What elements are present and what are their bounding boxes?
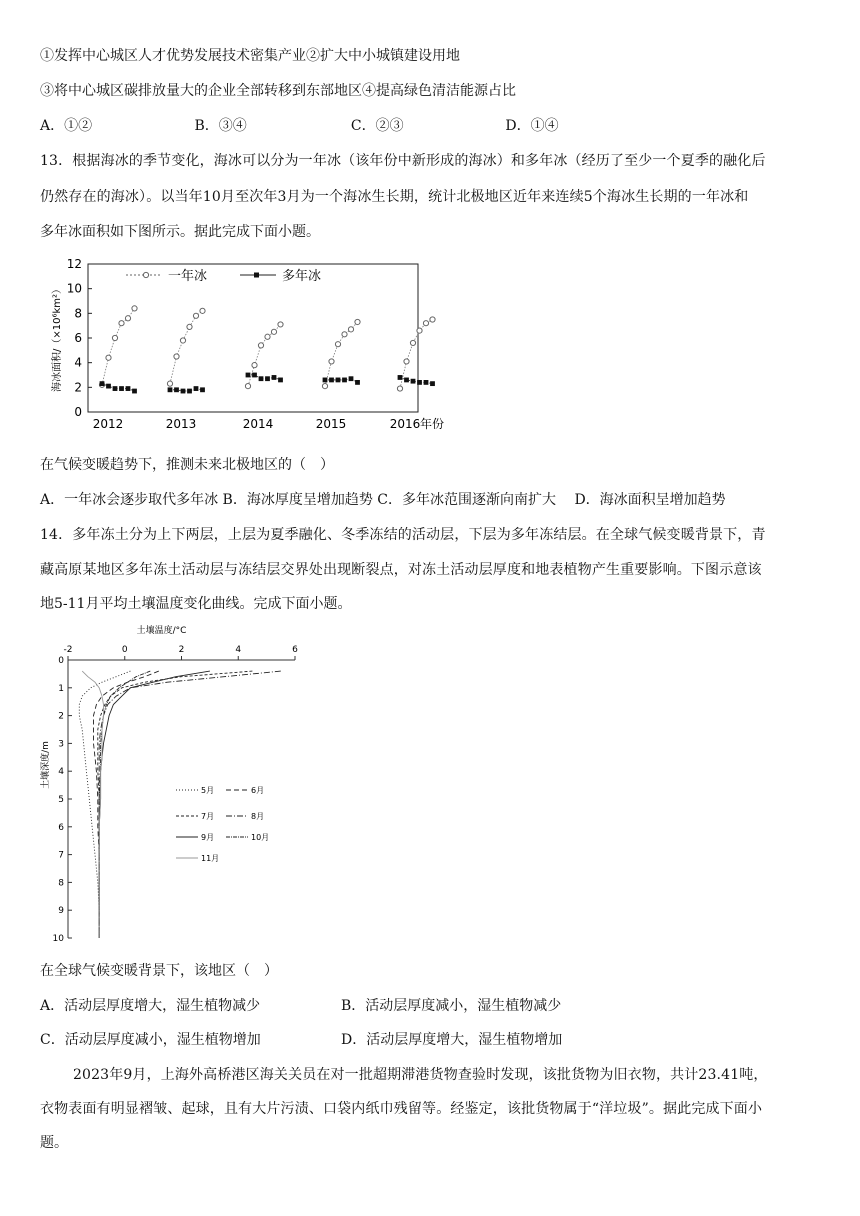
x-tick-label: 2012 bbox=[92, 417, 124, 431]
q14-stem-line-2: 藏高原某地区多年冻土活动层与冻结层交界处出现断裂点，对冻土活动层厚度和地表植物产生重要影响。下图示意该 bbox=[40, 562, 762, 578]
x-tick-label: 2013 bbox=[165, 417, 197, 431]
first-year-ice-point bbox=[180, 338, 185, 343]
first-year-ice-point bbox=[174, 354, 179, 359]
q12-choices bbox=[40, 116, 559, 136]
multi-year-ice-point bbox=[424, 380, 429, 385]
soil-temp-curve-10月 bbox=[99, 671, 150, 938]
first-year-ice-point bbox=[265, 334, 270, 339]
multi-year-ice-point bbox=[430, 381, 435, 386]
legend-label: 6月 bbox=[251, 786, 265, 795]
q14-stem-line-1: 14．多年冻土分为上下两层，上层为夏季融化、冬季冻结的活动层，下层为多年冻结层。在全球气候变暖背景下，青 bbox=[40, 527, 766, 543]
first-year-ice-point bbox=[342, 332, 347, 337]
first-year-ice-point bbox=[430, 317, 435, 322]
soil-temp-curve-11月 bbox=[82, 671, 103, 938]
x-tick-label: -2 bbox=[63, 645, 73, 655]
soil-temp-curve-9月 bbox=[99, 671, 210, 938]
y-tick-label: 9 bbox=[58, 906, 64, 917]
first-year-ice-point bbox=[200, 308, 205, 313]
first-year-ice-point bbox=[258, 343, 263, 348]
multi-year-ice-point bbox=[100, 381, 105, 386]
y-axis-label: 海冰面积/（×10⁶km²） bbox=[52, 283, 63, 393]
legend-label: 9月 bbox=[201, 833, 215, 842]
x-tick-label: 2014 bbox=[242, 417, 274, 431]
multi-year-ice-point bbox=[398, 375, 403, 380]
multi-year-ice-point bbox=[272, 375, 277, 380]
multi-year-ice-point bbox=[259, 376, 264, 381]
multi-year-ice-point bbox=[404, 378, 409, 383]
multi-year-ice-point bbox=[323, 378, 328, 383]
y-tick-label: 8 bbox=[74, 306, 82, 321]
first-year-ice-point bbox=[193, 313, 198, 318]
first-year-ice-point bbox=[125, 316, 130, 321]
q13-stem-line-2: 仍然存在的海冰）。以当年10月至次年3月为一个海冰生长期，统计北极地区近年来连续5个海冰生长期的一年冰和 bbox=[40, 189, 749, 205]
q12-option-line-1: ①发挥中心城区人才优势发展技术密集产业②扩大中小城镇建设用地 bbox=[40, 48, 460, 64]
legend-label: 10月 bbox=[251, 833, 270, 842]
multi-year-ice-point bbox=[329, 378, 334, 383]
multi-year-ice-point bbox=[126, 386, 131, 391]
first-year-ice-point bbox=[119, 321, 124, 326]
multi-year-ice-point bbox=[106, 384, 111, 389]
first-year-ice-point bbox=[329, 359, 334, 364]
multi-year-ice-point bbox=[252, 373, 257, 378]
multi-year-ice-point bbox=[187, 389, 192, 394]
multi-year-ice-point bbox=[174, 387, 179, 392]
first-year-ice-point bbox=[355, 319, 360, 324]
multi-year-ice-point bbox=[194, 386, 199, 391]
first-year-ice-point bbox=[417, 328, 422, 333]
q12-choice-a: A．①② bbox=[40, 118, 93, 134]
x-axis-label: 年份 bbox=[420, 417, 445, 431]
multi-year-ice-point bbox=[181, 389, 186, 394]
y-tick-label: 3 bbox=[58, 739, 64, 750]
q13-question: 在气候变暖趋势下，推测未来北极地区的（ ） bbox=[40, 457, 334, 473]
q14-choice-b: B．活动层厚度减小，湿生植物减少 bbox=[341, 998, 562, 1014]
x-tick-label: 2015 bbox=[315, 417, 347, 431]
x-tick-label: 0 bbox=[121, 645, 128, 655]
y-tick-label: 7 bbox=[58, 850, 64, 861]
q13-stem-line-3: 多年冰面积如下图所示。据此完成下面小题。 bbox=[40, 224, 320, 240]
passage-line-2: 衣物表面有明显褶皱、起球，且有大片污渍、口袋内纸巾残留等。经鉴定，该批货物属于“洋垃圾”。据此完成下面小 bbox=[40, 1101, 763, 1117]
first-year-ice-point bbox=[348, 327, 353, 332]
first-year-ice-point bbox=[187, 324, 192, 329]
y-tick-label: 0 bbox=[74, 405, 82, 419]
y-tick-label: 5 bbox=[58, 795, 64, 805]
y-tick-label: 6 bbox=[58, 822, 64, 833]
legend-label: 11月 bbox=[201, 854, 220, 863]
y-axis-label: 土壤深度/m bbox=[41, 741, 51, 789]
q12-choice-c: C．②③ bbox=[350, 118, 404, 134]
first-year-ice-point bbox=[106, 355, 111, 360]
first-year-ice-point bbox=[397, 386, 402, 391]
multi-year-ice-point bbox=[355, 380, 360, 385]
legend-label: 5月 bbox=[201, 786, 215, 795]
legend-first-year-marker bbox=[143, 272, 148, 277]
first-year-ice-point bbox=[410, 340, 415, 345]
first-year-ice-point bbox=[423, 321, 428, 326]
multi-year-ice-point bbox=[132, 389, 137, 394]
q12-choice-d: D．①④ bbox=[505, 118, 559, 134]
y-tick-label: 4 bbox=[74, 355, 82, 370]
q14-stem-line-3: 地5-11月平均土壤温度变化曲线。完成下面小题。 bbox=[40, 596, 352, 612]
legend-multi-year-label: 多年冰 bbox=[282, 269, 322, 284]
first-year-ice-line bbox=[170, 311, 203, 384]
y-tick-label: 8 bbox=[58, 878, 64, 889]
y-tick-label: 0 bbox=[58, 656, 64, 666]
legend-label: 7月 bbox=[201, 812, 215, 821]
x-tick-label: 2 bbox=[178, 645, 185, 655]
first-year-ice-point bbox=[245, 384, 250, 389]
multi-year-ice-point bbox=[246, 373, 251, 378]
multi-year-ice-point bbox=[342, 378, 347, 383]
first-year-ice-point bbox=[132, 306, 137, 311]
y-tick-label: 2 bbox=[58, 711, 64, 722]
soil-temperature-chart bbox=[36, 618, 316, 946]
y-tick-label: 10 bbox=[66, 281, 82, 296]
y-tick-label: 6 bbox=[74, 331, 82, 345]
multi-year-ice-point bbox=[349, 376, 354, 381]
y-tick-label: 4 bbox=[58, 767, 64, 778]
multi-year-ice-point bbox=[200, 387, 205, 392]
multi-year-ice-point bbox=[411, 379, 416, 384]
passage-line-3: 题。 bbox=[40, 1135, 68, 1151]
first-year-ice-point bbox=[271, 329, 276, 334]
y-tick-label: 2 bbox=[74, 380, 82, 395]
q14-choice-a: A．活动层厚度增大，湿生植物减少 bbox=[40, 998, 261, 1014]
q14-choice-c: C．活动层厚度减小，湿生植物增加 bbox=[40, 1032, 261, 1048]
y-tick-label: 12 bbox=[66, 257, 82, 271]
y-tick-label: 10 bbox=[52, 934, 64, 944]
q14-choice-d: D．活动层厚度增大，湿生植物增加 bbox=[341, 1032, 563, 1048]
multi-year-ice-point bbox=[417, 380, 422, 385]
plot-frame bbox=[88, 264, 418, 412]
q13-stem-line-1: 13．根据海冰的季节变化，海冰可以分为一年冰（该年份中新形成的海冰）和多年冰（经历了至少一个夏季的融化后 bbox=[40, 153, 766, 169]
multi-year-ice-point bbox=[119, 386, 124, 391]
x-tick-label: 2016 bbox=[389, 417, 421, 431]
soil-temp-curve-8月 bbox=[99, 671, 281, 938]
first-year-ice-point bbox=[167, 381, 172, 386]
first-year-ice-point bbox=[335, 342, 340, 347]
legend-label: 8月 bbox=[251, 812, 265, 821]
passage-line-1: 2023年9月，上海外高桥港区海关关员在对一批超期滞港货物查验时发现，该批货物为旧衣物，共计23.41吨， bbox=[73, 1067, 768, 1083]
q14-question: 在全球气候变暖背景下，该地区（ ） bbox=[40, 963, 278, 979]
first-year-ice-point bbox=[252, 363, 257, 368]
multi-year-ice-point bbox=[265, 376, 270, 381]
first-year-ice-point bbox=[322, 384, 327, 389]
soil-temp-curve-7月 bbox=[98, 671, 253, 938]
first-year-ice-point bbox=[278, 322, 283, 327]
legend-multi-year-marker bbox=[254, 273, 259, 278]
multi-year-ice-point bbox=[113, 386, 118, 391]
q12-choice-b: B．③④ bbox=[194, 118, 247, 134]
first-year-ice-point bbox=[404, 359, 409, 364]
q12-option-line-2: ③将中心城区碳排放量大的企业全部转移到东部地区④提高绿色清洁能源占比 bbox=[40, 83, 516, 99]
legend-first-year-label: 一年冰 bbox=[168, 269, 208, 284]
x-axis-label: 土壤温度/°C bbox=[136, 626, 187, 636]
multi-year-ice-point bbox=[278, 378, 283, 383]
first-year-ice-point bbox=[112, 335, 117, 340]
q13-choices: A．一年冰会逐步取代多年冰 B．海冰厚度呈增加趋势 C．多年冰范围逐渐向南扩大 D．海冰面积呈增加趋势 bbox=[40, 492, 726, 508]
sea-ice-area-chart bbox=[40, 252, 460, 442]
x-tick-label: 4 bbox=[235, 645, 242, 655]
multi-year-ice-point bbox=[336, 378, 341, 383]
y-tick-label: 1 bbox=[58, 683, 64, 694]
x-tick-label: 6 bbox=[292, 645, 298, 655]
multi-year-ice-point bbox=[168, 387, 173, 392]
